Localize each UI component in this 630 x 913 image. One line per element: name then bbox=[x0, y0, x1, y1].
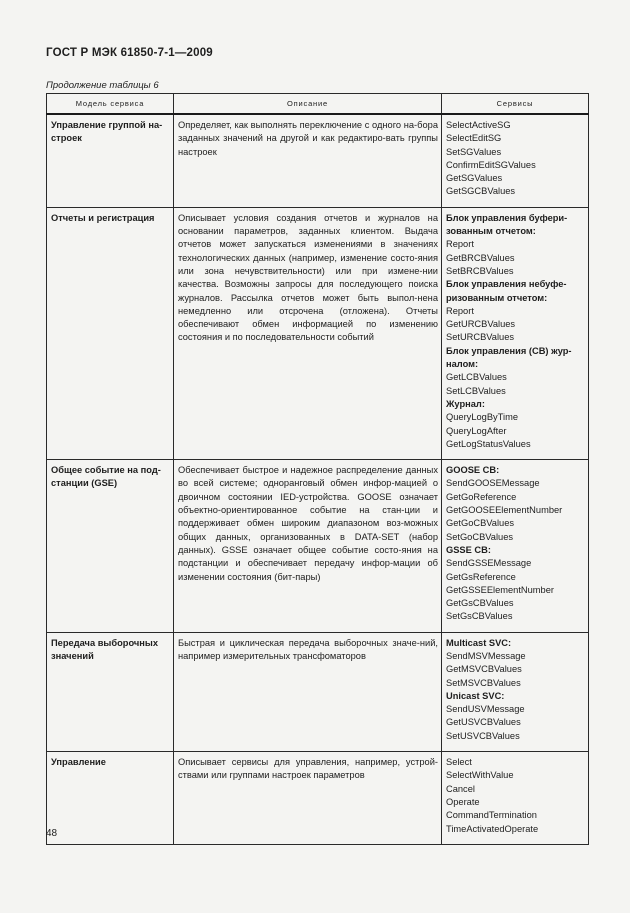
service-group-heading: Multicast SVC: bbox=[446, 637, 512, 648]
description-cell: Описывает условия создания отчетов и журналов на основании параметров, заданных клиентом. Выдача отчетов может запускаться изменениями в значениях технологических данных (например, изменение состо-яния или зона нечувствительности) или при измене-нии качества. Возможны запросы для последующего поиска журналов. Рассылка отчетов может быть выпол-нена немедленно или отсрочена (отложена). Отчеты обеспечивают обмен информацией по изменению состояния и по последовательности событий bbox=[174, 207, 442, 459]
service-item: SetLCBValues bbox=[446, 385, 506, 396]
service-item: Report bbox=[446, 239, 474, 250]
services-cell bbox=[442, 632, 589, 751]
service-item: GetMSVCBValues bbox=[446, 664, 522, 675]
services-table bbox=[46, 93, 589, 845]
service-item: GetGSSEElementNumber bbox=[446, 584, 554, 595]
service-model-cell: Общее событие на под-станции (GSE) bbox=[47, 460, 174, 633]
service-item: SendGSSEMessage bbox=[446, 558, 532, 569]
service-group-heading: Блок управления небуфе-ризованным отчетом: bbox=[446, 279, 567, 303]
service-group-heading: GSSE CB: bbox=[446, 544, 491, 555]
service-item: SetSGValues bbox=[446, 146, 502, 157]
description-cell: Определяет, как выполнять переключение с одного на-бора заданных значений на другой и как редактиро-вать группы настроек bbox=[174, 114, 442, 207]
service-item: SelectEditSG bbox=[446, 133, 502, 144]
table-body bbox=[47, 114, 589, 844]
service-item: QueryLogByTime bbox=[446, 412, 518, 423]
service-item: SetUSVCBValues bbox=[446, 730, 520, 741]
column-header-description: Описание bbox=[174, 94, 442, 115]
table-row bbox=[47, 460, 589, 633]
service-item: TimeActivatedOperate bbox=[446, 823, 539, 834]
service-item: SendMSVMessage bbox=[446, 650, 526, 661]
service-group-heading: Блок управления буфери-зованным отчетом: bbox=[446, 212, 568, 237]
service-item: SetURCBValues bbox=[446, 332, 515, 343]
description-cell: Быстрая и циклическая передача выборочных значе-ний, например измерительных трансфоматоров bbox=[174, 632, 442, 751]
service-item: GetUSVCBValues bbox=[446, 717, 521, 728]
service-item: SetGsCBValues bbox=[446, 611, 513, 622]
service-item: GetURCBValues bbox=[446, 319, 516, 330]
services-cell bbox=[442, 207, 589, 459]
service-item: Select bbox=[446, 757, 472, 768]
document-header: ГОСТ Р МЭК 61850-7-1—2009 bbox=[46, 47, 213, 59]
table-header-row bbox=[47, 94, 589, 115]
description-cell: Обеспечивает быстрое и надежное распределение данных во всей системе; одноранговый обмен инфор-мацией о двоичном состоянии IED-устройства. GOOSE означает объектно-ориентированное событие на стан-ции и поддерживает обмен широким диапазоном воз-можных общих данных, организованных в DATA-SET (набор данных). GSSE означает общее событие состо-яния на подстанции и обеспечивает передачу инфор-мации об изменении состояния (бит-пары) bbox=[174, 460, 442, 633]
service-model-cell: Управление группой на-строек bbox=[47, 114, 174, 207]
service-item: CommandTermination bbox=[446, 810, 537, 821]
services-cell bbox=[442, 752, 589, 845]
service-item: SetGoCBValues bbox=[446, 531, 514, 542]
table-row bbox=[47, 114, 589, 207]
service-item: SendGOOSEMessage bbox=[446, 478, 540, 489]
service-item: QueryLogAfter bbox=[446, 425, 507, 436]
page-number: 48 bbox=[46, 828, 58, 839]
service-group-heading: GOOSE CB: bbox=[446, 465, 500, 476]
services-cell bbox=[442, 114, 589, 207]
service-item: GetGsCBValues bbox=[446, 598, 514, 609]
service-item: Operate bbox=[446, 796, 480, 807]
service-model-cell: Отчеты и регистрация bbox=[47, 207, 174, 459]
service-item: SendUSVMessage bbox=[446, 704, 525, 715]
services-cell bbox=[442, 460, 589, 633]
service-item: GetSGCBValues bbox=[446, 186, 516, 197]
service-item: Cancel bbox=[446, 783, 475, 794]
service-item: GetLCBValues bbox=[446, 372, 507, 383]
service-item: GetGOOSEElementNumber bbox=[446, 505, 563, 516]
service-item: GetGsReference bbox=[446, 571, 516, 582]
service-item: GetGoReference bbox=[446, 491, 517, 502]
service-item: GetLogStatusValues bbox=[446, 438, 531, 449]
table-row bbox=[47, 207, 589, 459]
column-header-model: Модель сервиса bbox=[47, 94, 174, 115]
service-item: SetBRCBValues bbox=[446, 265, 514, 276]
column-header-services: Сервисы bbox=[442, 94, 589, 115]
service-item: GetBRCBValues bbox=[446, 252, 515, 263]
service-group-heading: Блок управления (CB) жур-налом: bbox=[446, 345, 572, 370]
service-item: Report bbox=[446, 305, 474, 316]
table-row bbox=[47, 632, 589, 751]
service-model-cell: Передача выборочных значений bbox=[47, 632, 174, 751]
service-group-heading: Unicast SVC: bbox=[446, 690, 505, 701]
table-row bbox=[47, 752, 589, 845]
service-group-heading: Журнал: bbox=[446, 398, 485, 409]
service-model-cell: Управление bbox=[47, 752, 174, 845]
service-item: SetMSVCBValues bbox=[446, 677, 521, 688]
service-item: SelectWithValue bbox=[446, 770, 514, 781]
service-item: SelectActiveSG bbox=[446, 120, 511, 130]
service-item: GetSGValues bbox=[446, 173, 503, 184]
service-item: GetGoCBValues bbox=[446, 518, 515, 529]
description-cell: Описывает сервисы для управления, например, устрой-ствами или группами настроек параметров bbox=[174, 752, 442, 845]
service-item: ConfirmEditSGValues bbox=[446, 159, 536, 170]
table-caption: Продолжение таблицы 6 bbox=[46, 80, 159, 91]
